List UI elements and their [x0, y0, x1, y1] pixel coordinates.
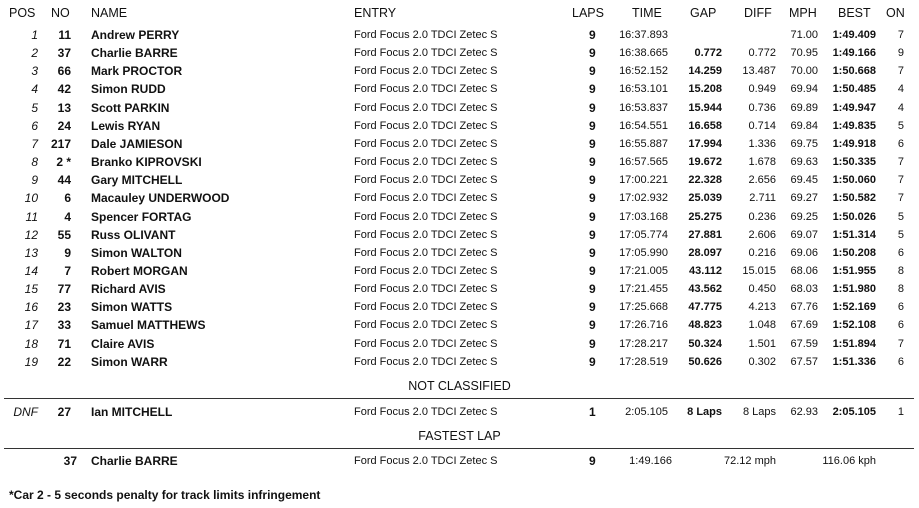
- cell-on: 7: [897, 29, 904, 41]
- cell-no: 37: [57, 46, 71, 61]
- cell-time: 17:21.005: [619, 264, 668, 277]
- header-pos: POS: [9, 6, 36, 20]
- cell-time: 16:53.101: [619, 83, 668, 96]
- cell-pos: 8: [31, 155, 38, 169]
- cell-name: Richard AVIS: [91, 282, 166, 297]
- cell-mph: 68.06: [790, 264, 818, 277]
- table-row: [0, 189, 919, 207]
- cell-laps: 9: [589, 282, 596, 297]
- cell-entry: Ford Focus 2.0 TDCI Zetec S: [354, 228, 498, 241]
- cell-pos: 4: [31, 82, 38, 97]
- cell-laps: 9: [589, 64, 596, 79]
- cell-best: 1:50.582: [832, 192, 876, 205]
- cell-gap: 25.039: [688, 192, 722, 205]
- cell-gap: 50.324: [688, 337, 722, 350]
- header-mph: MPH: [789, 6, 817, 20]
- cell-entry: Ford Focus 2.0 TDCI Zetec S: [354, 174, 498, 187]
- cell-name: Simon WALTON: [91, 245, 182, 260]
- cell-mph: 69.25: [790, 210, 818, 223]
- table-header: [0, 6, 919, 24]
- cell-mph: 67.57: [790, 355, 818, 368]
- cell-laps: 9: [589, 28, 596, 42]
- cell-on: 4: [897, 101, 904, 114]
- table-row: [0, 353, 919, 371]
- cell-time: 17:03.168: [619, 210, 668, 223]
- cell-name: Branko KIPROVSKI: [91, 155, 202, 169]
- cell-time: 17:00.221: [619, 174, 668, 187]
- cell-entry: Ford Focus 2.0 TDCI Zetec S: [354, 319, 498, 332]
- table-row: [0, 62, 919, 80]
- fastest-speed-kph: 116.06 kph: [822, 455, 876, 467]
- cell-on: 5: [897, 228, 904, 241]
- cell-laps: 9: [589, 227, 596, 242]
- cell-mph: 69.84: [790, 119, 818, 132]
- cell-laps: 9: [589, 100, 596, 115]
- cell-diff: 0.772: [748, 47, 776, 60]
- cell-on: 7: [897, 337, 904, 350]
- cell-diff: 2.711: [749, 192, 776, 205]
- cell-pos: 1: [31, 28, 38, 42]
- cell-gap: 22.328: [688, 174, 722, 187]
- cell-entry: Ford Focus 2.0 TDCI Zetec S: [354, 264, 498, 277]
- cell-mph: 69.45: [790, 174, 818, 187]
- cell-time: 17:05.774: [619, 228, 668, 241]
- cell-laps: 9: [589, 354, 596, 369]
- cell-laps: 9: [589, 155, 596, 169]
- cell-mph: 62.93: [790, 406, 818, 418]
- cell-on: 4: [897, 83, 904, 96]
- cell-best: 1:49.166: [832, 47, 876, 60]
- cell-no: 217: [50, 136, 71, 151]
- cell-best: 1:49.918: [832, 137, 876, 150]
- cell-mph: 70.00: [790, 65, 818, 78]
- cell-mph: 70.95: [790, 47, 818, 60]
- cell-best: 1:50.485: [832, 83, 876, 96]
- table-row: [0, 244, 919, 262]
- not-classified-row: [0, 403, 919, 421]
- cell-gap: 47.775: [688, 301, 722, 314]
- cell-best: 1:50.208: [832, 246, 876, 259]
- table-row: [0, 208, 919, 226]
- header-laps: LAPS: [572, 6, 604, 20]
- cell-best: 2:05.105: [832, 406, 876, 418]
- cell-no: 6: [64, 191, 71, 206]
- cell-gap: 0.772: [694, 47, 722, 60]
- cell-on: 6: [897, 137, 904, 150]
- cell-entry: Ford Focus 2.0 TDCI Zetec S: [354, 355, 498, 368]
- cell-diff: 0.236: [748, 210, 776, 223]
- cell-diff: 1.678: [748, 156, 776, 168]
- cell-no: 77: [57, 282, 71, 297]
- cell-entry: Ford Focus 2.0 TDCI Zetec S: [354, 337, 498, 350]
- header-name: NAME: [91, 6, 128, 20]
- cell-on: 1: [897, 406, 904, 418]
- cell-pos: 17: [24, 318, 38, 333]
- cell-mph: 69.75: [790, 137, 818, 150]
- cell-best: 1:50.335: [832, 156, 876, 168]
- cell-best: 1:51.980: [832, 283, 876, 296]
- header-diff: DIFF: [744, 6, 772, 20]
- cell-gap: 28.097: [688, 246, 722, 259]
- cell-pos: 13: [24, 245, 38, 260]
- cell-name: Dale JAMIESON: [91, 136, 183, 151]
- cell-laps: 9: [589, 191, 596, 206]
- cell-laps: 9: [589, 245, 596, 260]
- cell-diff: 15.015: [742, 264, 776, 277]
- fastest-time: 1:49.166: [629, 455, 672, 467]
- cell-best: 1:51.894: [832, 337, 876, 350]
- cell-diff: 2.606: [748, 228, 776, 241]
- cell-pos: 11: [25, 209, 38, 224]
- cell-mph: 69.63: [790, 156, 818, 168]
- cell-name: Simon WATTS: [91, 300, 173, 315]
- cell-gap: 50.626: [688, 355, 722, 368]
- cell-time: 17:02.932: [619, 192, 668, 205]
- table-row: [0, 280, 919, 298]
- cell-time: 16:57.565: [619, 156, 668, 168]
- cell-best: 1:51.336: [832, 355, 876, 368]
- cell-time: 17:21.455: [619, 283, 668, 296]
- cell-no: 55: [57, 227, 71, 242]
- cell-name: Russ OLIVANT: [91, 227, 176, 242]
- cell-gap: 15.208: [688, 83, 722, 96]
- cell-on: 6: [897, 355, 904, 368]
- cell-gap: 48.823: [688, 319, 722, 332]
- header-on: ON: [886, 6, 905, 20]
- cell-gap: 43.562: [688, 283, 722, 296]
- cell-no: 11: [58, 28, 71, 42]
- cell-diff: 1.501: [748, 337, 776, 350]
- fastest-entry: Ford Focus 2.0 TDCI Zetec S: [354, 455, 498, 467]
- not-classified-title: NOT CLASSIFIED: [408, 379, 511, 393]
- cell-on: 6: [897, 246, 904, 259]
- cell-gap: 19.672: [688, 156, 722, 168]
- cell-entry: Ford Focus 2.0 TDCI Zetec S: [354, 47, 498, 60]
- cell-diff: 13.487: [742, 65, 776, 78]
- table-row: [0, 171, 919, 189]
- cell-time: 17:26.716: [619, 319, 668, 332]
- cell-diff: 0.714: [748, 119, 776, 132]
- fastest-name: Charlie BARRE: [91, 454, 178, 468]
- cell-laps: 9: [589, 82, 596, 97]
- table-row: [0, 26, 919, 44]
- cell-diff: 4.213: [748, 301, 776, 314]
- cell-diff: 0.216: [748, 246, 776, 259]
- table-row: [0, 262, 919, 280]
- cell-best: 1:49.947: [832, 101, 876, 114]
- fastest-lap-row: [0, 452, 919, 470]
- cell-pos: 14: [24, 263, 38, 278]
- cell-laps: 9: [589, 118, 596, 133]
- cell-no: 44: [57, 173, 71, 188]
- cell-no: 42: [57, 82, 71, 97]
- cell-gap: 25.275: [688, 210, 722, 223]
- header-no: NO: [51, 6, 70, 20]
- cell-pos: 6: [31, 118, 38, 133]
- cell-name: Macauley UNDERWOOD: [91, 191, 230, 206]
- cell-on: 7: [897, 174, 904, 187]
- cell-time: 17:05.990: [619, 246, 668, 259]
- cell-time: 16:53.837: [619, 101, 668, 114]
- cell-best: 1:51.314: [832, 228, 876, 241]
- cell-on: 9: [897, 47, 904, 60]
- cell-gap: 17.994: [688, 137, 722, 150]
- cell-entry: Ford Focus 2.0 TDCI Zetec S: [354, 192, 498, 205]
- cell-diff: 0.450: [748, 283, 776, 296]
- cell-time: 17:28.519: [619, 355, 668, 368]
- cell-pos: 5: [31, 100, 38, 115]
- fastest-lap-title: FASTEST LAP: [418, 429, 501, 443]
- cell-diff: 1.336: [748, 137, 776, 150]
- cell-best: 1:50.026: [832, 210, 876, 223]
- cell-mph: 71.00: [790, 29, 818, 41]
- cell-diff: 2.656: [748, 174, 776, 187]
- cell-diff: 0.302: [748, 355, 776, 368]
- cell-name: Scott PARKIN: [91, 100, 170, 115]
- cell-entry: Ford Focus 2.0 TDCI Zetec S: [354, 210, 498, 223]
- table-row: [0, 153, 919, 171]
- cell-entry: Ford Focus 2.0 TDCI Zetec S: [354, 65, 498, 78]
- cell-pos: 16: [24, 300, 38, 315]
- cell-best: 1:49.409: [832, 29, 876, 41]
- cell-name: Claire AVIS: [91, 336, 155, 351]
- cell-pos: 15: [24, 282, 38, 297]
- cell-name: Lewis RYAN: [91, 118, 161, 133]
- cell-pos: 18: [24, 336, 38, 351]
- fastest-speed-mph: 72.12 mph: [724, 455, 776, 467]
- table-row: [0, 316, 919, 334]
- cell-name: Simon WARR: [91, 354, 168, 369]
- cell-entry: Ford Focus 2.0 TDCI Zetec S: [354, 119, 498, 132]
- cell-entry: Ford Focus 2.0 TDCI Zetec S: [354, 156, 498, 168]
- cell-pos: 2: [31, 46, 38, 61]
- cell-on: 5: [897, 119, 904, 132]
- cell-time: 16:52.152: [619, 65, 668, 78]
- header-time: TIME: [632, 6, 662, 20]
- cell-entry: Ford Focus 2.0 TDCI Zetec S: [354, 301, 498, 314]
- cell-time: 16:54.551: [619, 119, 668, 132]
- cell-gap: 43.112: [688, 264, 722, 277]
- cell-laps: 1: [589, 405, 596, 419]
- cell-name: Simon RUDD: [91, 82, 166, 97]
- divider: [4, 398, 914, 399]
- table-row: [0, 99, 919, 117]
- cell-on: 7: [897, 156, 904, 168]
- cell-mph: 67.69: [790, 319, 818, 332]
- cell-mph: 69.27: [790, 192, 818, 205]
- cell-entry: Ford Focus 2.0 TDCI Zetec S: [354, 406, 498, 418]
- cell-mph: 68.03: [790, 283, 818, 296]
- cell-mph: 69.94: [790, 83, 818, 96]
- cell-laps: 9: [589, 173, 596, 188]
- cell-diff: 0.949: [748, 83, 776, 96]
- cell-laps: 9: [589, 300, 596, 315]
- cell-time: 16:38.665: [619, 47, 668, 60]
- cell-entry: Ford Focus 2.0 TDCI Zetec S: [354, 283, 498, 296]
- cell-no: 27: [57, 405, 71, 419]
- cell-laps: 9: [589, 263, 596, 278]
- cell-gap: 27.881: [688, 228, 722, 241]
- cell-entry: Ford Focus 2.0 TDCI Zetec S: [354, 246, 498, 259]
- cell-name: Gary MITCHELL: [91, 173, 183, 188]
- table-row: [0, 298, 919, 316]
- table-row: [0, 80, 919, 98]
- cell-laps: 9: [589, 336, 596, 351]
- cell-entry: Ford Focus 2.0 TDCI Zetec S: [354, 29, 498, 41]
- cell-pos: 7: [31, 136, 38, 151]
- table-row: [0, 226, 919, 244]
- cell-laps: 9: [589, 318, 596, 333]
- cell-diff: 0.736: [748, 101, 776, 114]
- cell-no: 71: [57, 336, 71, 351]
- cell-best: 1:52.108: [832, 319, 876, 332]
- cell-mph: 69.06: [790, 246, 818, 259]
- cell-best: 1:52.169: [832, 301, 876, 314]
- table-row: [0, 117, 919, 135]
- cell-no: 33: [57, 318, 71, 333]
- header-gap: GAP: [690, 6, 717, 20]
- header-entry: ENTRY: [354, 6, 397, 20]
- cell-diff: 1.048: [748, 319, 776, 332]
- cell-best: 1:51.955: [832, 264, 876, 277]
- cell-time: 17:25.668: [619, 301, 668, 314]
- cell-no: 13: [57, 100, 71, 115]
- cell-on: 5: [897, 210, 904, 223]
- divider: [4, 448, 914, 449]
- cell-no: 4: [64, 209, 71, 224]
- table-row: [0, 44, 919, 62]
- cell-diff: 8 Laps: [742, 406, 776, 418]
- cell-laps: 9: [589, 136, 596, 151]
- cell-mph: 67.59: [790, 337, 818, 350]
- fastest-laps: 9: [589, 454, 596, 468]
- cell-gap: 15.944: [688, 101, 722, 114]
- cell-entry: Ford Focus 2.0 TDCI Zetec S: [354, 101, 498, 114]
- fastest-no: 37: [63, 454, 77, 468]
- cell-time: 17:28.217: [619, 337, 668, 350]
- cell-on: 6: [897, 319, 904, 332]
- cell-on: 7: [897, 192, 904, 205]
- cell-name: Spencer FORTAG: [91, 209, 192, 224]
- cell-no: 22: [57, 354, 71, 369]
- footnote: *Car 2 - 5 seconds penalty for track limits infringement: [9, 488, 321, 502]
- cell-pos: 9: [31, 173, 38, 188]
- cell-best: 1:49.835: [832, 119, 876, 132]
- cell-mph: 67.76: [790, 301, 818, 314]
- cell-entry: Ford Focus 2.0 TDCI Zetec S: [354, 83, 498, 96]
- cell-laps: 9: [589, 46, 596, 61]
- cell-pos: DNF: [13, 405, 38, 419]
- cell-mph: 69.07: [790, 228, 818, 241]
- cell-name: Ian MITCHELL: [91, 405, 173, 419]
- cell-name: Robert MORGAN: [91, 263, 188, 278]
- cell-best: 1:50.060: [832, 174, 876, 187]
- cell-no: 2 *: [56, 155, 71, 169]
- cell-no: 66: [57, 64, 71, 79]
- cell-pos: 19: [24, 354, 38, 369]
- cell-laps: 9: [589, 209, 596, 224]
- cell-on: 7: [897, 65, 904, 78]
- table-row: [0, 335, 919, 353]
- cell-name: Andrew PERRY: [91, 28, 180, 42]
- cell-best: 1:50.668: [832, 65, 876, 78]
- cell-on: 6: [897, 301, 904, 314]
- header-best: BEST: [838, 6, 871, 20]
- cell-name: Samuel MATTHEWS: [91, 318, 206, 333]
- cell-gap: 16.658: [688, 119, 722, 132]
- cell-pos: 3: [31, 64, 38, 79]
- cell-no: 24: [57, 118, 71, 133]
- cell-pos: 12: [24, 227, 38, 242]
- cell-no: 7: [64, 263, 71, 278]
- cell-time: 2:05.105: [625, 406, 668, 418]
- table-row: [0, 135, 919, 153]
- cell-gap: 14.259: [688, 65, 722, 78]
- cell-on: 8: [897, 264, 904, 277]
- cell-pos: 10: [24, 191, 38, 206]
- cell-time: 16:37.893: [619, 29, 668, 41]
- cell-no: 23: [57, 300, 71, 315]
- cell-name: Charlie BARRE: [91, 46, 178, 61]
- cell-name: Mark PROCTOR: [91, 64, 183, 79]
- cell-time: 16:55.887: [619, 137, 668, 150]
- cell-no: 9: [64, 245, 71, 260]
- cell-gap: 8 Laps: [687, 406, 722, 418]
- cell-on: 8: [897, 283, 904, 296]
- cell-mph: 69.89: [790, 101, 818, 114]
- cell-entry: Ford Focus 2.0 TDCI Zetec S: [354, 137, 498, 150]
